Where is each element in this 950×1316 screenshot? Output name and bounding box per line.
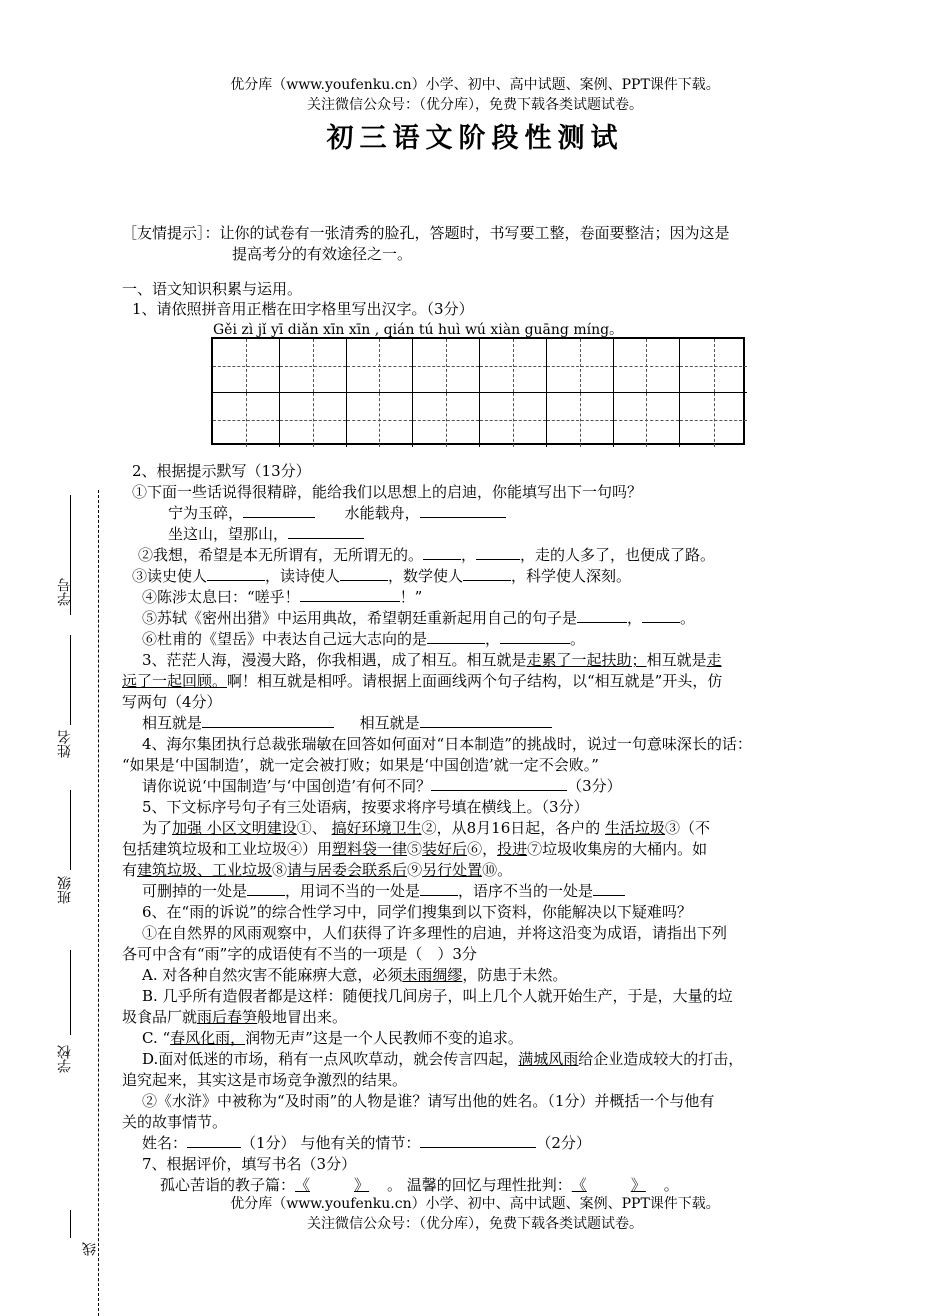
q5-c7: ⑦垃圾收集房的大桶内。如	[527, 840, 708, 858]
q2-s4a: ④陈涉太息曰：“嗟乎！	[142, 588, 300, 606]
q6-e: ②《水浒》中被称为“及时雨”的人物是谁？请写出他的姓名。（1分）并概括一个与他有	[142, 1092, 715, 1110]
answer-blank[interactable]	[247, 881, 285, 896]
answer-blank[interactable]	[423, 545, 461, 560]
answer-blank[interactable]	[288, 524, 364, 539]
answer-blank[interactable]	[427, 629, 485, 644]
q2-s1b: 水能载舟，	[344, 504, 420, 522]
grid-cell[interactable]	[480, 339, 547, 393]
q5-b7: ③（不	[665, 819, 711, 837]
answer-blank[interactable]	[243, 503, 315, 518]
answer-blank[interactable]	[642, 608, 680, 623]
q6-D3: 给企业造成较大的打击，	[578, 1050, 744, 1068]
q3-answer-line	[142, 712, 552, 733]
q3-f: 相互就是	[359, 714, 420, 732]
q6-a: 6、在“雨的诉说”的综合性学习中，同学们搜集到以下资料，你能解决以下疑难吗？	[142, 903, 692, 921]
q2-text: 2、根据提示默写（13分）	[132, 462, 311, 480]
q6-option-a	[142, 964, 567, 985]
q5-line-4	[122, 859, 512, 880]
q5-d3: ⑧	[272, 861, 288, 879]
answer-blank[interactable]	[431, 776, 567, 791]
grid-cell[interactable]	[347, 339, 414, 393]
answer-blank[interactable]	[500, 629, 570, 644]
answer-blank[interactable]	[463, 566, 511, 581]
q2-s2c: ，走的人多了，也便成了路。	[520, 546, 716, 564]
q4-d: （3分）	[567, 777, 622, 795]
q6-D1: D.面对低迷的市场，稍有一点风吹草动，就会传言四起，	[142, 1050, 519, 1068]
q5-d7: ⑩。	[482, 861, 513, 879]
q7-b6: 》	[630, 1176, 646, 1194]
q7-b4: 。 温馨的回忆与理性批判：	[387, 1176, 572, 1194]
q5-e1: 可删掉的一处是	[142, 882, 248, 900]
q6-D2: 满城风雨	[518, 1050, 579, 1068]
q5-e2: ，用词不当的一处是	[285, 882, 421, 900]
q2-s1a: 宁为玉碎，	[168, 504, 244, 522]
q5-underlined-1: 加强 小区文明建设	[172, 819, 297, 837]
grid-cell[interactable]	[614, 339, 681, 393]
q5-e3: ，语序不当的一处是	[458, 882, 594, 900]
q3-a: 3、茫茫人海，漫漫大路，你我相遇，成了相互。相互就是	[142, 651, 527, 669]
q6-answer-line	[142, 1132, 591, 1153]
q5-b3: ①、	[296, 819, 327, 837]
q7-b2: 《	[295, 1176, 311, 1194]
q2-s5c: 。	[680, 609, 696, 627]
q5-b1: 为了	[142, 819, 173, 837]
q5-underlined-6: 投进	[497, 840, 528, 858]
grid-cell[interactable]	[280, 339, 347, 393]
q2-s6a: ⑥杜甫的《望岳》中表达自己远大志向的是	[142, 630, 428, 648]
q4-line-3	[142, 775, 622, 796]
q4-c: 请你说说‘中国制造’与‘中国创造’有何不同？	[142, 777, 432, 795]
answer-blank[interactable]	[420, 503, 506, 518]
q6-B4: 般地冒出来。	[257, 1008, 348, 1026]
q7-a: 7、根据评价，填写书名（3分）	[142, 1155, 357, 1173]
q2-s3	[132, 565, 631, 586]
grid-cell[interactable]	[347, 393, 414, 447]
q3-underlined-1: 走累了一起扶助；	[526, 651, 647, 669]
q5-c5: ⑥，	[467, 840, 498, 858]
answer-blank[interactable]	[577, 608, 627, 623]
q2-s3c: ，数学使人	[388, 567, 464, 585]
answer-blank[interactable]	[187, 1133, 241, 1148]
footer-line-2: 关注微信公众号：（优分库），免费下载各类试题试卷。	[307, 1216, 643, 1232]
q2-s2a: ②我想，希望是本无所谓有，无所谓无的。	[138, 546, 424, 564]
header-line-1: 优分库（www.youfenku.cn）小学、初中、高中试题、案例、PPT课件下载。	[230, 77, 720, 93]
q7-b7: 。	[663, 1176, 679, 1194]
q7-b3: 》	[354, 1176, 370, 1194]
label-class: 班级	[57, 876, 73, 904]
q6-g1: 姓名：	[142, 1134, 188, 1152]
q3-underlined-3: 远了一起回顾。	[122, 672, 228, 690]
q1-text: 1、请依照拼音用正楷在田字格里写出汉字。（3分）	[132, 300, 474, 318]
q6-A1: A. 对各种自然灾害不能麻痹大意，必须	[142, 966, 403, 984]
q6-option-b-line-2	[122, 1006, 347, 1027]
q5-underlined-9: 另行处置	[422, 861, 483, 879]
xuexiao-rule	[70, 950, 72, 1035]
footer-line-1: 优分库（www.youfenku.cn）小学、初中、高中试题、案例、PPT课件下载。	[230, 1196, 720, 1212]
banji-rule	[70, 790, 72, 870]
label-line: 线	[82, 1242, 98, 1256]
q5-b5: ②，从8月16日起，各户的	[421, 819, 601, 837]
q6-option-c	[142, 1027, 523, 1048]
q3-b: 相互就是	[646, 651, 707, 669]
q4-b: “如果是‘中国制造’，就一定会被打败；如果是‘中国创造’就一定不会败。”	[122, 756, 599, 774]
header-line-2: 关注微信公众号：（优分库），免费下载各类试题试卷。	[307, 97, 643, 113]
q2-s4b: ！”	[399, 588, 423, 606]
q5-line-3	[122, 838, 707, 859]
answer-blank[interactable]	[300, 587, 400, 602]
answer-blank[interactable]	[202, 713, 334, 728]
q7-answer-line	[160, 1174, 679, 1195]
grid-cell[interactable]	[614, 393, 681, 447]
grid-cell[interactable]	[413, 339, 480, 393]
q4-a: 4、海尔集团执行总裁张瑞敏在回答如何面对“日本制造”的挑战时，说过一句意味深长的话：	[142, 735, 752, 753]
q3-line-2	[122, 670, 722, 691]
q3-c: 啊！相互就是相呼。请根据上面画线两个句子结构，以“相互就是”开头，仿	[227, 672, 723, 690]
q1-pinyin: Gěi zì jǐ yī diǎn xīn xīn , qián tú huì wú xiàn guāng míng。	[213, 322, 624, 338]
q6-C2: 春风化雨，	[170, 1029, 246, 1047]
grid-cell[interactable]	[280, 393, 347, 447]
q5-d1: 有	[122, 861, 138, 879]
q5-underlined-4: 塑料袋一律	[332, 840, 408, 858]
q3-line-1	[142, 649, 722, 670]
q5-line-2	[142, 817, 710, 838]
q2-s3d: ，科学使人深刻。	[511, 567, 632, 585]
q6-A2: 未雨绸缪	[402, 966, 463, 984]
answer-blank[interactable]	[420, 713, 552, 728]
q6-A3: ，防患于未然。	[462, 966, 568, 984]
grid-cell[interactable]	[680, 393, 747, 447]
q6-D4: 追究起来，其实这是市场竞争激烈的结果。	[122, 1071, 408, 1089]
q6-f: 关的故事情节。	[122, 1113, 228, 1131]
q2-s2b: ，	[461, 546, 477, 564]
q2-s5	[142, 607, 695, 628]
grid-cell[interactable]	[213, 393, 280, 447]
grid-cell[interactable]	[413, 393, 480, 447]
book-title-blank-2[interactable]	[572, 1174, 664, 1195]
q2-s5b: ，	[627, 609, 643, 627]
q5-underlined-7: 建筑垃圾、工业垃圾	[137, 861, 273, 879]
q5-underlined-2: 搞好环境卫生	[331, 819, 422, 837]
grid-cell[interactable]	[480, 393, 547, 447]
q6-B2: 圾食品厂就	[122, 1008, 198, 1026]
q5-underlined-5: 装好后	[422, 840, 468, 858]
label-student-number: 学号	[57, 578, 73, 606]
q5-c1: 包括建筑垃圾和工业垃圾④）用	[122, 840, 333, 858]
grid-cell[interactable]	[680, 339, 747, 393]
q5-a: 5、下文标序号句子有三处语病，按要求将序号填在横线上。（3分）	[142, 798, 589, 816]
q2-s6	[142, 628, 585, 649]
q2-s5a: ⑤苏轼《密州出猎》中运用典故，希望朝廷重新起用自己的句子是	[142, 609, 578, 627]
tip-line-1: ［友情提示］：让你的试卷有一张清秀的脸孔，答题时，书写要工整，卷面要整洁；因为这是	[122, 224, 730, 242]
q5-underlined-8: 请与居委会联系后	[287, 861, 408, 879]
label-name: 姓名	[57, 730, 73, 758]
book-title-blank-1[interactable]	[295, 1174, 387, 1195]
q6-g3: （2分）	[536, 1134, 591, 1152]
q6-B1: B. 几乎所有造假者都是这样：随便找几间房子，叫上几个人就开始生产，于是，大量的垃	[142, 987, 733, 1005]
q7-b1: 孤心苦诣的教子篇：	[160, 1176, 296, 1194]
q2-s1-row-2	[168, 523, 364, 544]
answer-blank[interactable]	[420, 881, 458, 896]
grid-cell[interactable]	[213, 339, 280, 393]
q2-s3b: ，读诗使人	[265, 567, 341, 585]
tianzige-grid[interactable]	[211, 337, 745, 445]
grid-cell[interactable]	[547, 393, 614, 447]
q2-s1-row-1	[168, 502, 506, 523]
q2-s1c: 坐这山，望那山，	[168, 525, 289, 543]
q7-b5: 《	[571, 1176, 587, 1194]
section-1-heading: 一、语文知识积累与运用。	[122, 280, 303, 298]
answer-blank[interactable]	[593, 881, 625, 896]
xingming-rule	[70, 635, 72, 725]
q6-c: 各可中含有“雨”字的成语使有不当的一项是（ ）3分	[122, 945, 477, 963]
q5-answer-line	[142, 880, 625, 901]
grid-cell[interactable]	[547, 339, 614, 393]
tip-line-2: 提高考分的有效途径之一。	[232, 245, 413, 263]
q5-c3: ⑤	[407, 840, 423, 858]
q5-underlined-3: 生活垃圾	[605, 819, 666, 837]
q2-s4	[142, 586, 422, 607]
q2-s2	[138, 544, 715, 565]
q2-s6c: 。	[570, 630, 586, 648]
q6-option-d	[142, 1048, 743, 1069]
q3-d: 写两句（4分）	[122, 693, 222, 711]
answer-blank[interactable]	[207, 566, 265, 581]
q5-d5: ⑨	[407, 861, 423, 879]
q2-s1: ①下面一些话说得很精辟，能给我们以思想上的启迪，你能填写出下一句吗？	[132, 483, 643, 501]
q6-C1: C. “	[142, 1029, 171, 1047]
q2-s3a: ③读史使人	[132, 567, 208, 585]
answer-blank[interactable]	[340, 566, 388, 581]
q6-B3: 雨后春笋	[197, 1008, 258, 1026]
q2-s6b: ，	[485, 630, 501, 648]
q6-b: ①在自然界的风雨观察中，人们获得了许多理性的启迪，并将这沿变为成语，请指出下列	[142, 924, 728, 942]
q6-g2: （1分） 与他有关的情节：	[241, 1134, 421, 1152]
page-title: 初三语文阶段性测试	[326, 123, 624, 154]
answer-blank[interactable]	[476, 545, 520, 560]
label-school: 学校	[57, 1045, 73, 1073]
q3-underlined-2: 走	[706, 651, 722, 669]
q3-e: 相互就是	[142, 714, 203, 732]
answer-blank[interactable]	[420, 1133, 536, 1148]
q6-C3: 润物无声”这是一个人民教师不变的追求。	[245, 1029, 523, 1047]
